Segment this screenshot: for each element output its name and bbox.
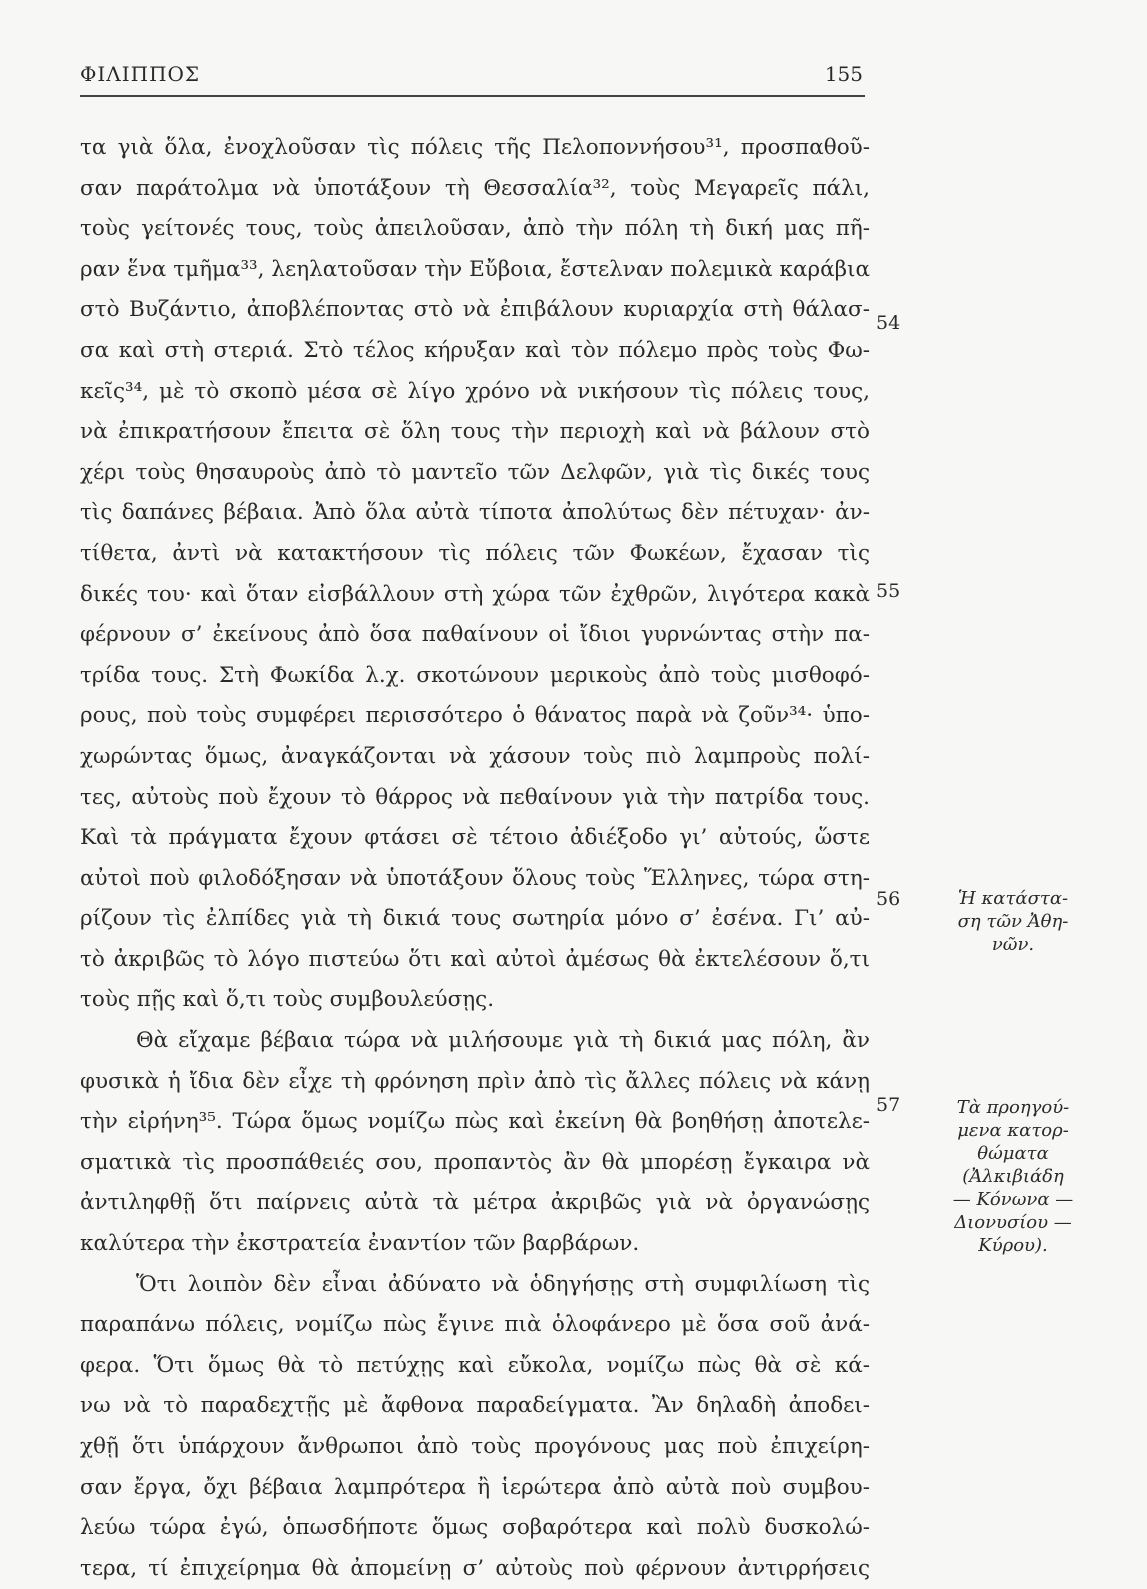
text-line: λεύω τώρα ἐγώ, ὁπωσδήποτε ὅμως σοβαρότερα καὶ πολὺ δυσκολώ- — [80, 1515, 870, 1541]
text-line: καλύτερα τὴν ἐκστρατεία ἐναντίον τῶν βαρβάρων. — [80, 1231, 640, 1257]
text-line: χέρι τοὺς θησαυροὺς ἀπὸ τὸ μαντεῖο τῶν Δελφῶν, γιὰ τὶς δικές τους — [80, 459, 870, 485]
text-line: στὸ Βυζάντιο, ἀποβλέποντας στὸ νὰ ἐπιβάλουν κυριαρχία στὴ θάλασ- — [80, 297, 870, 323]
text-line: χθῇ ὅτι ὑπάρχουν ἄνθρωποι ἀπὸ τοὺς προγόνους μας ποὺ ἐπιχείρη- — [80, 1434, 870, 1459]
margin-note: Τὰ προηγού- μενα κατορ- θώματα (Ἀλκιβιάδη — Κόνωνα — Διονυσίου — Κύρου). — [952, 1097, 1074, 1256]
text-line: σαν ἔργα, ὄχι βέβαια λαμπρότερα ἢ ἱερώτερα ἀπὸ αὐτὰ ποὺ συμβου- — [80, 1474, 870, 1500]
text-line: χωρώντας ὅμως, ἀναγκάζονται νὰ χάσουν τοὺς πιὸ λαμπροὺς πολί- — [80, 743, 870, 769]
running-title: ΦΙΛΙΠΠΟΣ — [80, 62, 201, 86]
margin-section-number: 55 — [876, 580, 901, 602]
margin-section-number: 56 — [876, 888, 901, 910]
text-line: κεῖς³⁴, μὲ τὸ σκοπὸ μέσα σὲ λίγο χρόνο νὰ νικήσουν τὶς πόλεις τους, — [80, 378, 870, 404]
text-line: Ὅτι λοιπὸν δὲν εἶναι ἀδύνατο νὰ ὁδηγήσῃς στὴ συμφιλίωση τὶς — [136, 1271, 870, 1297]
text-body — [80, 128, 870, 1589]
text-line: ἀντιληφθῇ ὅτι παίρνεις αὐτὰ τὰ μέτρα ἀκριβῶς γιὰ νὰ ὀργανώσῃς — [80, 1190, 870, 1216]
text-line: τερα, τί ἐπιχείρημα θὰ ἀπομείνῃ σ’ αὐτοὺς ποὺ φέρνουν ἀντιρρήσεις — [80, 1555, 870, 1581]
text-line: ρους, ποὺ τοὺς συμφέρει περισσότερο ὁ θάνατος παρὰ νὰ ζοῦν³⁴· ὑπο- — [80, 703, 870, 729]
text-line: νὰ ἐπικρατήσουν ἔπειτα σὲ ὅλη τους τὴν περιοχὴ καὶ νὰ βάλουν στὸ — [80, 419, 870, 445]
text-line: τοὺς πῇς καὶ ὅ,τι τοὺς συμβουλεύσῃς. — [80, 987, 495, 1013]
margin-section-number: 54 — [876, 312, 901, 334]
page-number: 155 — [824, 62, 863, 86]
text-line: αὐτοὶ ποὺ φιλοδόξησαν νὰ ὑποτάξουν ὅλους τοὺς Ἕλληνες, τώρα στη- — [80, 865, 870, 891]
text-line: ρίζουν τὶς ἐλπίδες γιὰ τὴ δικιά τους σωτηρία μόνο σ’ ἐσένα. Γι’ αὐ- — [80, 906, 870, 932]
text-line: τὴν εἰρήνη³⁵. Τώρα ὅμως νομίζω πὼς καὶ ἐκείνη θὰ βοηθήσῃ ἀποτελε- — [80, 1109, 870, 1135]
margin-section-number: 57 — [876, 1094, 901, 1116]
text-line: φέρνουν σ’ ἐκείνους ἀπὸ ὅσα παθαίνουν οἱ ἴδιοι γυρνώντας στὴν πα- — [80, 622, 870, 648]
text-line: Θὰ εἴχαμε βέβαια τώρα νὰ μιλήσουμε γιὰ τὴ δικιά μας πόλη, ἂν — [136, 1028, 870, 1054]
text-line: φερα. Ὅτι ὅμως θὰ τὸ πετύχῃς καὶ εὔκολα, νομίζω πὼς θὰ σὲ κά- — [80, 1352, 870, 1378]
text-line: τοὺς γείτονές τους, τοὺς ἀπειλοῦσαν, ἀπὸ τὴν πόλη τὴ δική μας πῆ- — [80, 216, 870, 242]
text-line: Καὶ τὰ πράγματα ἔχουν φτάσει σὲ τέτοιο ἀδιέξοδο γι’ αὐτούς, ὥστε — [80, 825, 870, 851]
text-line: τὶς δαπάνες βέβαια. Ἀπὸ ὅλα αὐτὰ τίποτα ἀπολύτως δὲν πέτυχαν· ἀν- — [80, 500, 870, 526]
text-line: σα καὶ στὴ στεριά. Στὸ τέλος κήρυξαν καὶ τὸν πόλεμο πρὸς τοὺς Φω- — [80, 337, 870, 363]
text-line: σαν παράτολμα νὰ ὑποτάξουν τὴ Θεσσαλία³², τοὺς Μεγαρεῖς πάλι, — [80, 175, 870, 201]
text-line: παραπάνω πόλεις, νομίζω πὼς ἔγινε πιὰ ὁλοφάνερο μὲ ὅσα σοῦ ἀνά- — [80, 1312, 870, 1338]
text-line: φυσικὰ ἡ ἴδια δὲν εἶχε τὴ φρόνηση πρὶν ἀπὸ τὶς ἄλλες πόλεις νὰ κάνῃ — [80, 1068, 870, 1094]
text-line: ραν ἕνα τμῆμα³³, λεηλατοῦσαν τὴν Εὔβοια, ἔστελναν πολεμικὰ καράβια — [80, 256, 870, 282]
text-line: τα γιὰ ὅλα, ἐνοχλοῦσαν τὶς πόλεις τῆς Πελοποννήσου³¹, προσπαθοῦ- — [80, 135, 870, 160]
text-line: τες, αὐτοὺς ποὺ ἔχουν τὸ θάρρος νὰ πεθαίνουν γιὰ τὴν πατρίδα τους. — [80, 784, 870, 810]
text-line: δικές του· καὶ ὅταν εἰσβάλλουν στὴ χώρα τῶν ἐχθρῶν, λιγότερα κακὰ — [80, 581, 870, 607]
margin-note: Ἡ κατάστα- ση τῶν Ἀθη- νῶν. — [957, 888, 1069, 955]
text-line: τίθετα, ἀντὶ νὰ κατακτήσουν τὶς πόλεις τῶν Φωκέων, ἔχασαν τὶς — [80, 540, 870, 566]
header-rule — [80, 95, 865, 97]
text-line: νω νὰ τὸ παραδεχτῇς μὲ ἄφθονα παραδείγματα. Ἂν δηλαδὴ ἀποδει- — [80, 1393, 870, 1419]
running-header — [80, 62, 865, 98]
text-line: τὸ ἀκριβῶς τὸ λόγο πιστεύω ὅτι καὶ αὐτοὶ ἀμέσως θὰ ἐκτελέσουν ὅ,τι — [80, 946, 870, 972]
text-line: σματικὰ τὶς προσπάθειές σου, προπαντὸς ἂν θὰ μπορέσῃ ἔγκαιρα νὰ — [80, 1149, 870, 1175]
text-line: τρίδα τους. Στὴ Φωκίδα λ.χ. σκοτώνουν μερικοὺς ἀπὸ τοὺς μισθοφό- — [80, 662, 870, 688]
